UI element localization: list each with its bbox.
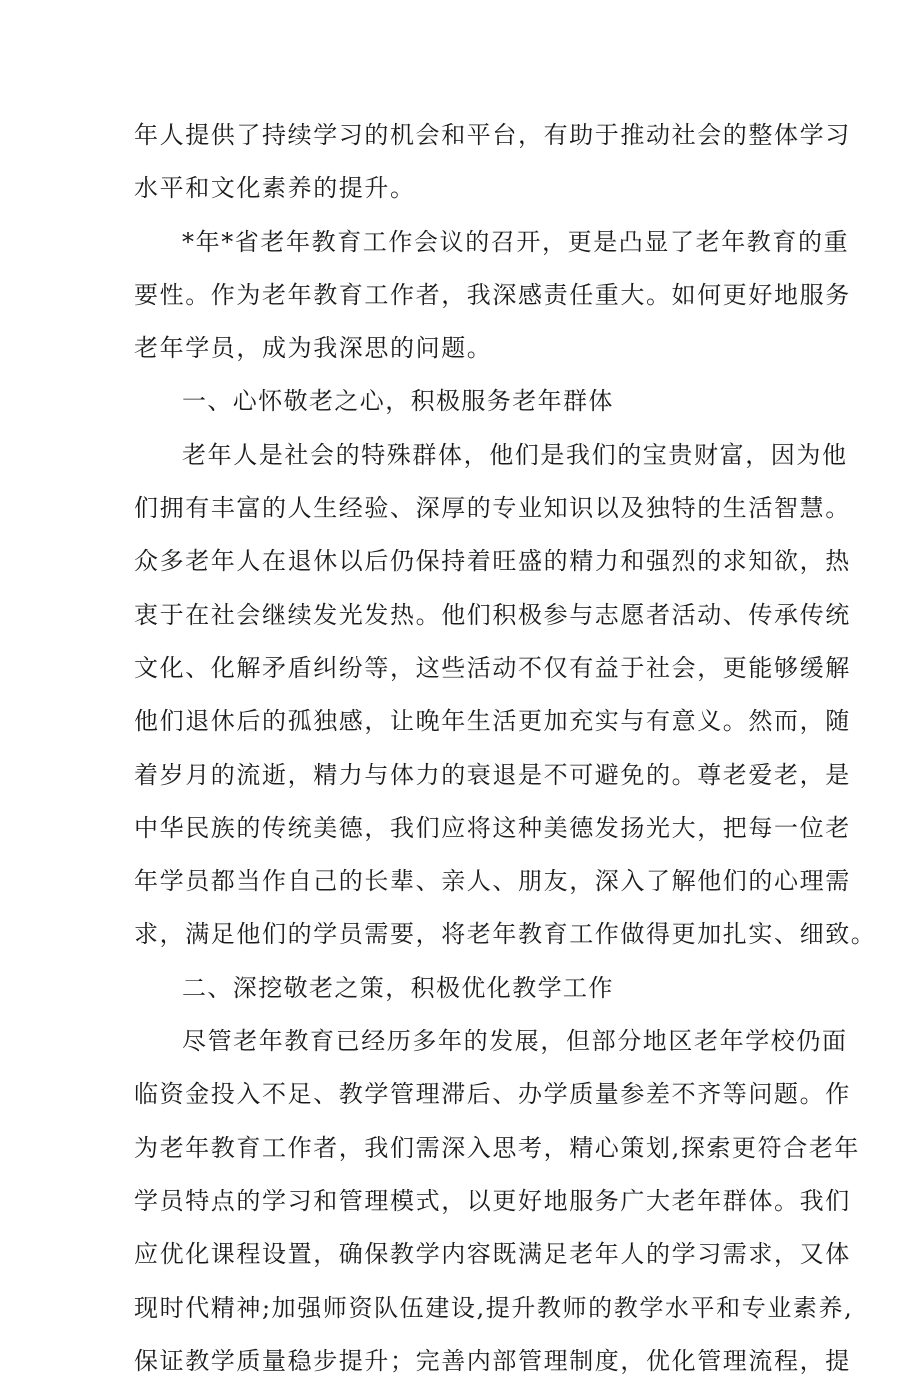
body-line: 应优化课程设置，确保教学内容既满足老年人的学习需求，又体 bbox=[134, 1240, 851, 1269]
body-line: 要性。作为老年教育工作者，我深感责任重大。如何更好地服务 bbox=[134, 280, 851, 309]
body-line: 着岁月的流逝，精力与体力的衰退是不可避免的。尊老爱老，是 bbox=[134, 760, 851, 789]
body-line: 中华民族的传统美德，我们应将这种美德发扬光大，把每一位老 bbox=[134, 813, 851, 842]
body-line: 水平和文化素养的提升。 bbox=[134, 174, 416, 203]
body-line: 年人提供了持续学习的机会和平台，有助于推动社会的整体学习 bbox=[134, 121, 851, 149]
body-line: 现时代精神;加强师资队伍建设,提升教师的教学水平和专业素养, bbox=[134, 1293, 854, 1322]
body-line: 求，满足他们的学员需要，将老年教育工作做得更加扎实、细致。 bbox=[134, 920, 877, 949]
section-heading-1: 一、心怀敬老之心，积极服务老年群体 bbox=[182, 387, 614, 416]
body-line: 众多老年人在退休以后仍保持着旺盛的精力和强烈的求知欲，热 bbox=[134, 547, 851, 576]
body-line: 老年人是社会的特殊群体，他们是我们的宝贵财富，因为他 bbox=[182, 440, 848, 469]
body-line: 学员特点的学习和管理模式，以更好地服务广大老年群体。我们 bbox=[134, 1186, 851, 1215]
section-heading-2: 二、深挖敬老之策，积极优化教学工作 bbox=[182, 973, 614, 1002]
body-line: 他们退休后的孤独感，让晚年生活更加充实与有意义。然而，随 bbox=[134, 707, 851, 736]
body-line: 尽管老年教育已经历多年的发展，但部分地区老年学校仍面 bbox=[182, 1027, 848, 1056]
body-line: 们拥有丰富的人生经验、深厚的专业知识以及独特的生活智慧。 bbox=[134, 494, 851, 523]
body-line: 年学员都当作自己的长辈、亲人、朋友，深入了解他们的心理需 bbox=[134, 867, 851, 896]
body-line: *年*省老年教育工作会议的召开，更是凸显了老年教育的重 bbox=[182, 227, 850, 256]
body-line: 老年学员，成为我深思的问题。 bbox=[134, 334, 493, 363]
body-line: 文化、化解矛盾纠纷等，这些活动不仅有益于社会，更能够缓解 bbox=[134, 653, 851, 682]
body-line: 衷于在社会继续发光发热。他们积极参与志愿者活动、传承传统 bbox=[134, 600, 851, 629]
body-line: 临资金投入不足、教学管理滞后、办学质量参差不齐等问题。作 bbox=[134, 1080, 851, 1109]
body-line: 为老年教育工作者，我们需深入思考，精心策划,探索更符合老年 bbox=[134, 1133, 861, 1162]
body-line: 保证教学质量稳步提升；完善内部管理制度，优化管理流程，提 bbox=[134, 1346, 851, 1375]
document-body bbox=[134, 118, 877, 1397]
